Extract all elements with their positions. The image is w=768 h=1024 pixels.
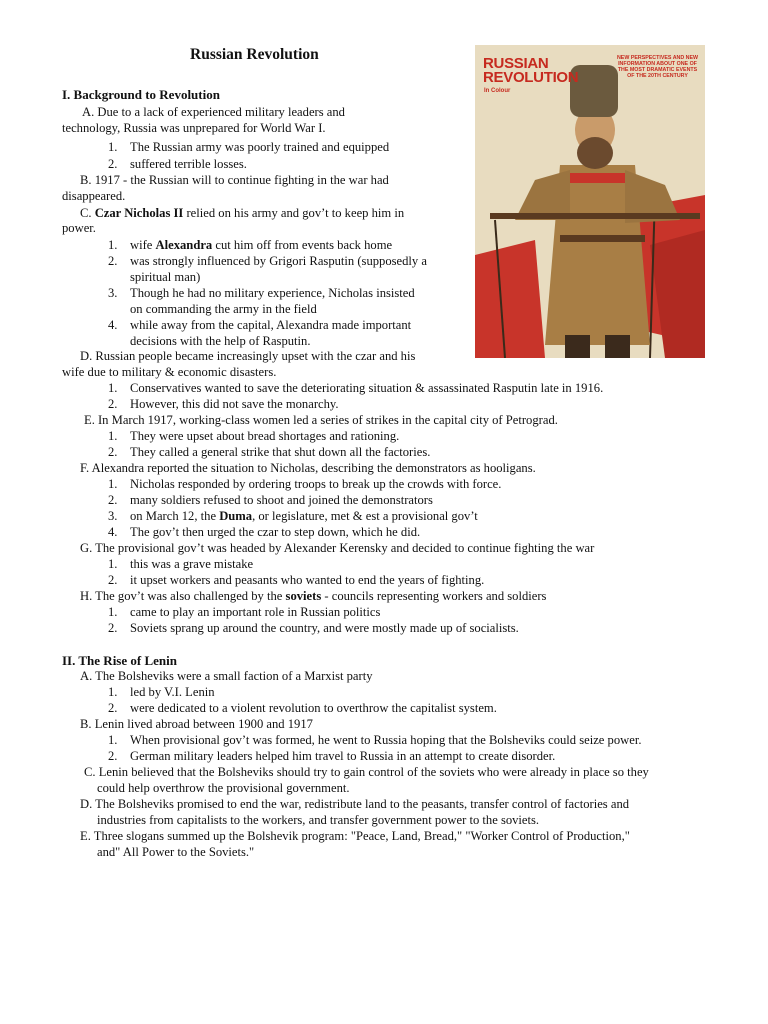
text-line: E. Three slogans summed up the Bolshevik program: "Peace, Land, Bread," "Worker Control of Production," — [80, 829, 630, 843]
bold-term: Czar Nicholas II — [94, 206, 184, 220]
poster-blurb: NEW PERSPECTIVES AND NEW INFORMATION ABOUT ONE OF THE MOST DRAMATIC EVENTS OF THE 20TH CENTURY — [616, 55, 699, 79]
list-text: suffered terrible losses. — [130, 157, 247, 171]
list-continuation: decisions with the help of Rasputin. — [130, 334, 311, 348]
list-text: Conservatives wanted to save the deteriorating situation & assassinated Rasputin late in 1916. — [130, 381, 604, 395]
list-item — [108, 556, 253, 572]
list-item — [108, 380, 603, 396]
list-text: Soviets sprang up around the country, and were mostly made up of socialists. — [130, 621, 519, 635]
list-item — [108, 139, 389, 155]
list-number: 2. — [108, 157, 118, 171]
list-item — [108, 748, 555, 764]
list-number: 3. — [108, 509, 118, 523]
list-item — [108, 604, 380, 620]
bold-term: Alexandra — [155, 238, 213, 252]
text-part: wife — [130, 238, 156, 252]
text-line: wife due to military & economic disasters. — [62, 365, 277, 379]
poster-title — [483, 57, 588, 85]
list-text: They were upset about bread shortages and rationing. — [130, 429, 400, 443]
list-text: many soldiers refused to shoot and joined the demonstrators — [130, 493, 433, 507]
list-text: came to play an important role in Russian politics — [130, 605, 381, 619]
list-number: 4. — [108, 525, 118, 539]
list-item — [108, 508, 478, 524]
text-line: technology, Russia was unprepared for World War I. — [62, 121, 326, 135]
poster-image — [475, 45, 705, 358]
text-line: G. The provisional gov’t was headed by Alexander Kerensky and decided to continue fighting the war — [80, 541, 595, 555]
text-line — [80, 205, 404, 221]
list-item — [108, 476, 501, 492]
text-part: C. — [80, 206, 95, 220]
text-line — [80, 588, 546, 604]
list-number: 2. — [108, 254, 118, 268]
list-continuation: on commanding the army in the field — [130, 302, 317, 316]
list-item — [108, 700, 497, 716]
list-continuation: spiritual man) — [130, 270, 201, 284]
list-item — [108, 156, 247, 172]
list-text: When provisional gov’t was formed, he went to Russia hoping that the Bolsheviks could seize power. — [130, 733, 642, 747]
list-number: 1. — [108, 429, 118, 443]
list-item — [108, 253, 427, 269]
list-number: 1. — [108, 557, 118, 571]
list-number: 1. — [108, 733, 118, 747]
bold-term: soviets — [285, 589, 322, 603]
list-number: 2. — [108, 701, 118, 715]
text-line: F. Alexandra reported the situation to Nicholas, describing the demonstrators as hooligans. — [80, 461, 536, 475]
text-line: A. Due to a lack of experienced military leaders and — [82, 105, 345, 119]
list-item — [108, 620, 519, 636]
list-item — [108, 572, 484, 588]
list-number: 2. — [108, 493, 118, 507]
text-line: D. Russian people became increasingly upset with the czar and his — [80, 349, 416, 363]
list-text: German military leaders helped him travel to Russia in an attempt to create disorder. — [130, 749, 556, 763]
list-item — [108, 285, 415, 301]
list-number: 2. — [108, 397, 118, 411]
text-line: disappeared. — [62, 189, 126, 203]
list-item — [108, 237, 392, 253]
list-number: 1. — [108, 685, 118, 699]
text-part: , or legislature, met & est a provisional gov’t — [252, 509, 478, 523]
list-text: it upset workers and peasants who wanted to end the years of fighting. — [130, 573, 485, 587]
list-item — [108, 444, 430, 460]
list-item — [108, 684, 215, 700]
text-line: D. The Bolsheviks promised to end the war, redistribute land to the peasants, transfer control of factories and — [80, 797, 630, 811]
poster-title-line1: RUSSIAN — [483, 55, 549, 72]
list-text: Though he had no military experience, Nicholas insisted — [130, 286, 415, 300]
list-number: 2. — [108, 621, 118, 635]
list-text: The Russian army was poorly trained and equipped — [130, 140, 390, 154]
text-line: and" All Power to the Soviets." — [97, 845, 255, 859]
list-text: They called a general strike that shut down all the factories. — [130, 445, 431, 459]
section-heading: I. Background to Revolution — [62, 87, 220, 102]
list-number: 1. — [108, 381, 118, 395]
text-line: C. Lenin believed that the Bolsheviks should try to gain control of the soviets who were already in place so they — [84, 765, 649, 779]
text-line: power. — [62, 221, 96, 235]
poster-subtitle: In Colour — [484, 88, 511, 94]
list-item — [108, 732, 641, 748]
list-text: while away from the capital, Alexandra made important — [130, 318, 412, 332]
text-line: A. The Bolsheviks were a small faction of a Marxist party — [80, 669, 373, 683]
text-line: E. In March 1917, working-class women led a series of strikes in the capital city of Petrograd. — [84, 413, 558, 427]
list-item — [108, 524, 420, 540]
page-title: Russian Revolution — [190, 46, 319, 63]
text-line: B. Lenin lived abroad between 1900 and 1917 — [80, 717, 313, 731]
list-text: However, this did not save the monarchy. — [130, 397, 339, 411]
list-number: 1. — [108, 477, 118, 491]
text-part: relied on his army and gov’t to keep him in — [183, 206, 405, 220]
list-number: 2. — [108, 445, 118, 459]
list-number: 4. — [108, 318, 118, 332]
text-line: industries from capitalists to the workers, and transfer government power to the soviets. — [97, 813, 540, 827]
poster-title-line2: REVOLUTION — [483, 69, 579, 86]
text-line: could help overthrow the provisional government. — [97, 781, 350, 795]
list-number: 2. — [108, 749, 118, 763]
text-line: B. 1917 - the Russian will to continue fighting in the war had — [80, 173, 389, 187]
text-part: cut him off from events back home — [212, 238, 393, 252]
list-number: 1. — [108, 605, 118, 619]
list-text: led by V.I. Lenin — [130, 685, 215, 699]
list-text: was strongly influenced by Grigori Rasputin (supposedly a — [130, 254, 427, 268]
list-number: 1. — [108, 140, 118, 154]
list-item — [108, 492, 433, 508]
text-part: on March 12, the — [130, 509, 220, 523]
list-text: The gov’t then urged the czar to step down, which he did. — [130, 525, 421, 539]
bold-term: Duma — [219, 509, 253, 523]
list-item — [108, 317, 411, 333]
section-heading: II. The Rise of Lenin — [62, 653, 177, 668]
text-part: H. The gov’t was also challenged by the — [80, 589, 286, 603]
list-number: 3. — [108, 286, 118, 300]
list-text: this was a grave mistake — [130, 557, 254, 571]
list-text: Nicholas responded by ordering troops to break up the crowds with force. — [130, 477, 502, 491]
list-item — [108, 396, 339, 412]
list-number: 2. — [108, 573, 118, 587]
list-text: were dedicated to a violent revolution to overthrow the capitalist system. — [130, 701, 497, 715]
list-number: 1. — [108, 238, 118, 252]
list-item — [108, 428, 399, 444]
text-part: - councils representing workers and soldiers — [321, 589, 547, 603]
